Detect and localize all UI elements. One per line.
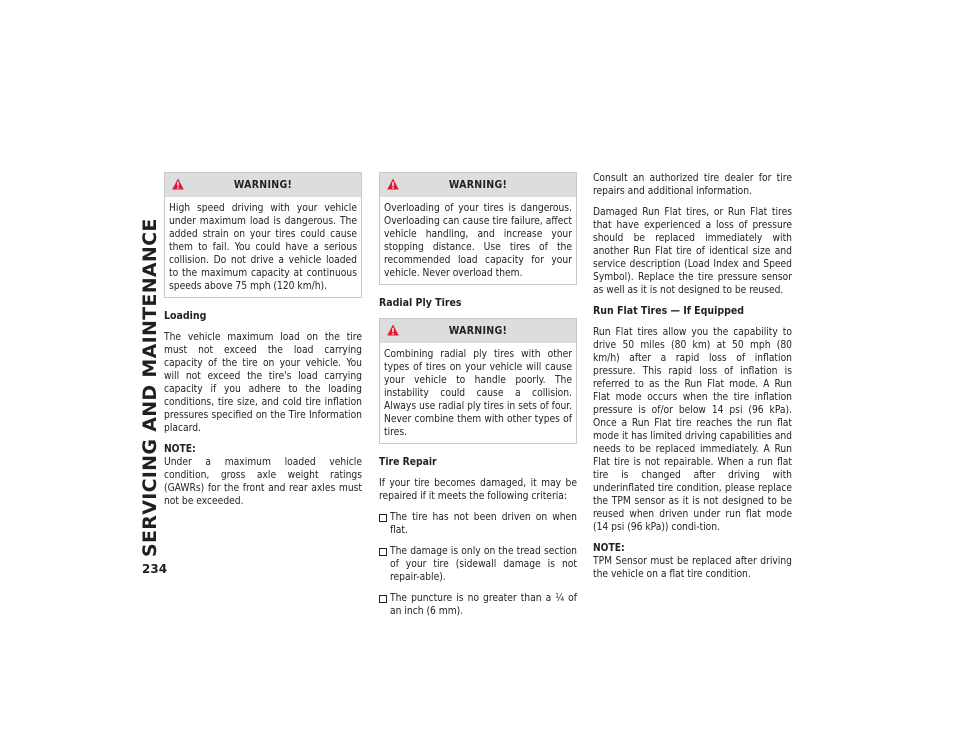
list-item: [379, 511, 577, 537]
run-flat-paragraph: Run Flat tires allow you the capability to drive 50 miles (80 km) at 50 mph (80 km/h) after a rapid loss of inflation pressure. This rapid loss of inflation is referred to as the Run Flat mode. A Run Flat mode occurs when the tire inflation pressure is of/or below 14 psi (96 kPa). Once a Run Flat tire reaches the run flat mode it has limited driving capabilities and needs to be replaced immediately. A Run Flat tire is not repairable. When a run flat tire is changed after driving with underinflated tire condition, please replace the TPM sensor as it is not designed to be reused when driven under run flat mode (14 psi (96 kPa)) condi-tion.: [593, 327, 792, 533]
note-label: NOTE:: [164, 444, 196, 455]
warning-header: [380, 173, 576, 197]
note-label: NOTE:: [593, 543, 625, 554]
column-2: [379, 172, 577, 626]
warning-box-radial-ply: [379, 318, 577, 444]
warning-title: WARNING!: [448, 325, 508, 337]
warning-triangle-icon: [387, 178, 399, 190]
run-flat-heading: Run Flat Tires — If Equipped: [593, 305, 745, 317]
square-bullet-icon: [379, 548, 387, 556]
warning-header: [380, 319, 576, 343]
note: [593, 542, 792, 581]
repair-criteria-list: [379, 511, 577, 618]
list-item-text: The tire has not been driven on when flat.: [390, 512, 577, 536]
column-3: [593, 172, 792, 589]
warning-header: [165, 173, 361, 197]
tire-repair-heading: Tire Repair: [379, 456, 437, 468]
warning-box-overloading: [379, 172, 577, 285]
list-item: [379, 592, 577, 618]
loading-heading: Loading: [164, 310, 207, 322]
warning-text: Overloading of your tires is dangerous. Overloading can cause tire failure, affect vehicle handling, and increase your stopping distance. Use tires of the recommended load capacity for your vehicle. Never overload them.: [384, 203, 572, 279]
loading-paragraph: The vehicle maximum load on the tire must not exceed the load carrying capacity of the tire on your vehicle. You will not exceed the tire's load carrying capacity if you adhere to the loading conditions, tire size, and cold tire inflation pressures specified on the Tire Information placard.: [164, 332, 362, 434]
warning-box-high-speed: [164, 172, 362, 298]
warning-triangle-icon: [172, 178, 184, 190]
square-bullet-icon: [379, 595, 387, 603]
warning-title: WARNING!: [448, 179, 508, 191]
column-1: [164, 172, 362, 516]
page-number: 234: [142, 562, 168, 576]
section-title: SERVICING AND MAINTENANCE: [139, 218, 161, 557]
warning-title: WARNING!: [233, 179, 293, 191]
tire-repair-intro: If your tire becomes damaged, it may be repaired if it meets the following criteria:: [379, 478, 577, 502]
warning-triangle-icon: [387, 324, 399, 336]
warning-text: High speed driving with your vehicle under maximum load is dangerous. The added strain on your tires could cause them to fail. You could have a serious collision. Do not drive a vehicle loaded to the maximum capacity at continuous speeds above 75 mph (120 km/h).: [169, 203, 357, 292]
list-item-text: The damage is only on the tread section of your tire (sidewall damage is not repair-able).: [390, 546, 577, 583]
warning-text: Combining radial ply tires with other types of tires on your vehicle will cause your vehicle to handle poorly. The instability could cause a collision. Always use radial ply tires in sets of four. Never combine them with other types of tires.: [384, 349, 572, 438]
damaged-run-flat-paragraph: Damaged Run Flat tires, or Run Flat tires that have experienced a loss of pressure should be replaced immediately with another Run Flat tire of identical size and service description (Load Index and Speed Symbol). Replace the tire pressure sensor as well as it is not designed to be reused.: [593, 207, 792, 296]
note-text: TPM Sensor must be replaced after driving the vehicle on a flat tire condition.: [593, 556, 792, 580]
list-item: [379, 545, 577, 584]
note: [164, 443, 362, 508]
list-item-text: The puncture is no greater than a ¼ of an inch (6 mm).: [390, 593, 577, 617]
square-bullet-icon: [379, 514, 387, 522]
radial-ply-heading: Radial Ply Tires: [379, 297, 462, 309]
note-text: Under a maximum loaded vehicle condition, gross axle weight ratings (GAWRs) for the front and rear axles must not be exceeded.: [164, 457, 362, 507]
consult-paragraph: Consult an authorized tire dealer for tire repairs and additional information.: [593, 173, 792, 197]
